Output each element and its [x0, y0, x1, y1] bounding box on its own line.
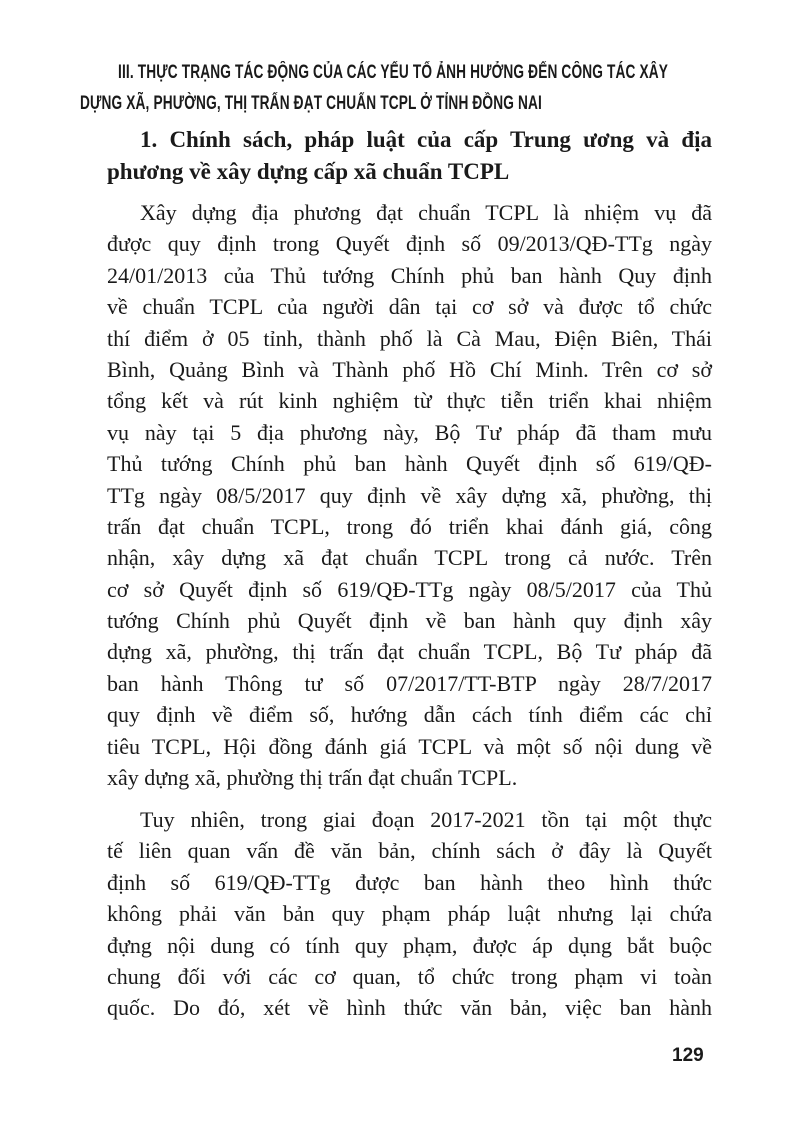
text-line: quy định về điểm số, hướng dẫn cách tính điểm các chỉ: [107, 702, 712, 728]
text-line: TTg ngày 08/5/2017 quy định về xây dựng xã, phường, thị: [107, 482, 712, 508]
text-line: tổng kết và rút kinh nghiệm từ thực tiễn triển khai nhiệm: [107, 388, 712, 414]
text-line: về chuẩn TCPL của người dân tại cơ sở và được tổ chức: [107, 294, 712, 320]
text-line: 24/01/2013 của Thủ tướng Chính phủ ban hành Quy định: [107, 262, 712, 288]
text-line: dựng xã, phường, thị trấn đạt chuẩn TCPL, Bộ Tư pháp đã: [107, 639, 712, 665]
paragraph: [107, 197, 712, 793]
text-line: đựng nội dung có tính quy phạm, được áp dụng bắt buộc: [107, 932, 712, 958]
section-heading-line: 1. Chính sách, pháp luật của cấp Trung ương và địa: [140, 127, 712, 152]
text-line: cơ sở Quyết định số 619/QĐ-TTg ngày 08/5/2017 của Thủ: [107, 576, 712, 602]
text-line: tiêu TCPL, Hội đồng đánh giá TCPL và một số nội dung về: [107, 733, 712, 759]
section-heading-line: phương về xây dựng cấp xã chuẩn TCPL: [107, 158, 510, 184]
text-line: Bình, Quảng Bình và Thành phố Hồ Chí Minh. Trên cơ sở: [107, 356, 712, 382]
text-line: tướng Chính phủ Quyết định về ban hành quy định xây: [107, 608, 712, 634]
text-line: tế liên quan vấn đề văn bản, chính sách ở đây là Quyết: [107, 838, 712, 864]
text-line: Tuy nhiên, trong giai đoạn 2017-2021 tồn tại một thực: [140, 807, 712, 832]
text-line: thí điểm ở 05 tỉnh, thành phố là Cà Mau, Điện Biên, Thái: [107, 325, 712, 351]
text-line: chung đối với các cơ quan, tổ chức trong phạm vi toàn: [107, 963, 712, 989]
paragraph: [107, 804, 712, 1024]
page-number: 129: [672, 1045, 704, 1066]
chapter-heading-line: III. THỰC TRẠNG TÁC ĐỘNG CỦA CÁC YẾU TỐ ẢNH HƯỞNG ĐẾN CÔNG TÁC XÂY: [118, 62, 669, 83]
text-line: Xây dựng địa phương đạt chuẩn TCPL là nhiệm vụ đã: [140, 200, 712, 225]
text-line: được quy định trong Quyết định số 09/2013/QĐ-TTg ngày: [107, 231, 712, 257]
text-line: Thủ tướng Chính phủ ban hành Quyết định số 619/QĐ-: [107, 451, 712, 477]
text-line: ban hành Thông tư số 07/2017/TT-BTP ngày 28/7/2017: [107, 670, 712, 696]
text-line: quốc. Do đó, xét về hình thức văn bản, việc ban hành: [107, 995, 712, 1021]
text-line: xây dựng xã, phường thị trấn đạt chuẩn TCPL.: [107, 765, 518, 791]
text-line: trấn đạt chuẩn TCPL, trong đó triển khai đánh giá, công: [107, 513, 712, 539]
section-heading: [107, 124, 712, 187]
text-line: định số 619/QĐ-TTg được ban hành theo hình thức: [107, 869, 712, 895]
text-line: vụ này tại 5 địa phương này, Bộ Tư pháp đã tham mưu: [107, 419, 712, 445]
text-line: nhận, xây dựng xã đạt chuẩn TCPL trong cả nước. Trên: [107, 545, 712, 571]
chapter-heading-line: DỰNG XÃ, PHƯỜNG, THỊ TRẤN ĐẠT CHUẨN TCPL Ở TỈNH ĐỒNG NAI: [80, 93, 542, 114]
text-line: không phải văn bản quy phạm pháp luật nhưng lại chứa: [107, 901, 712, 927]
